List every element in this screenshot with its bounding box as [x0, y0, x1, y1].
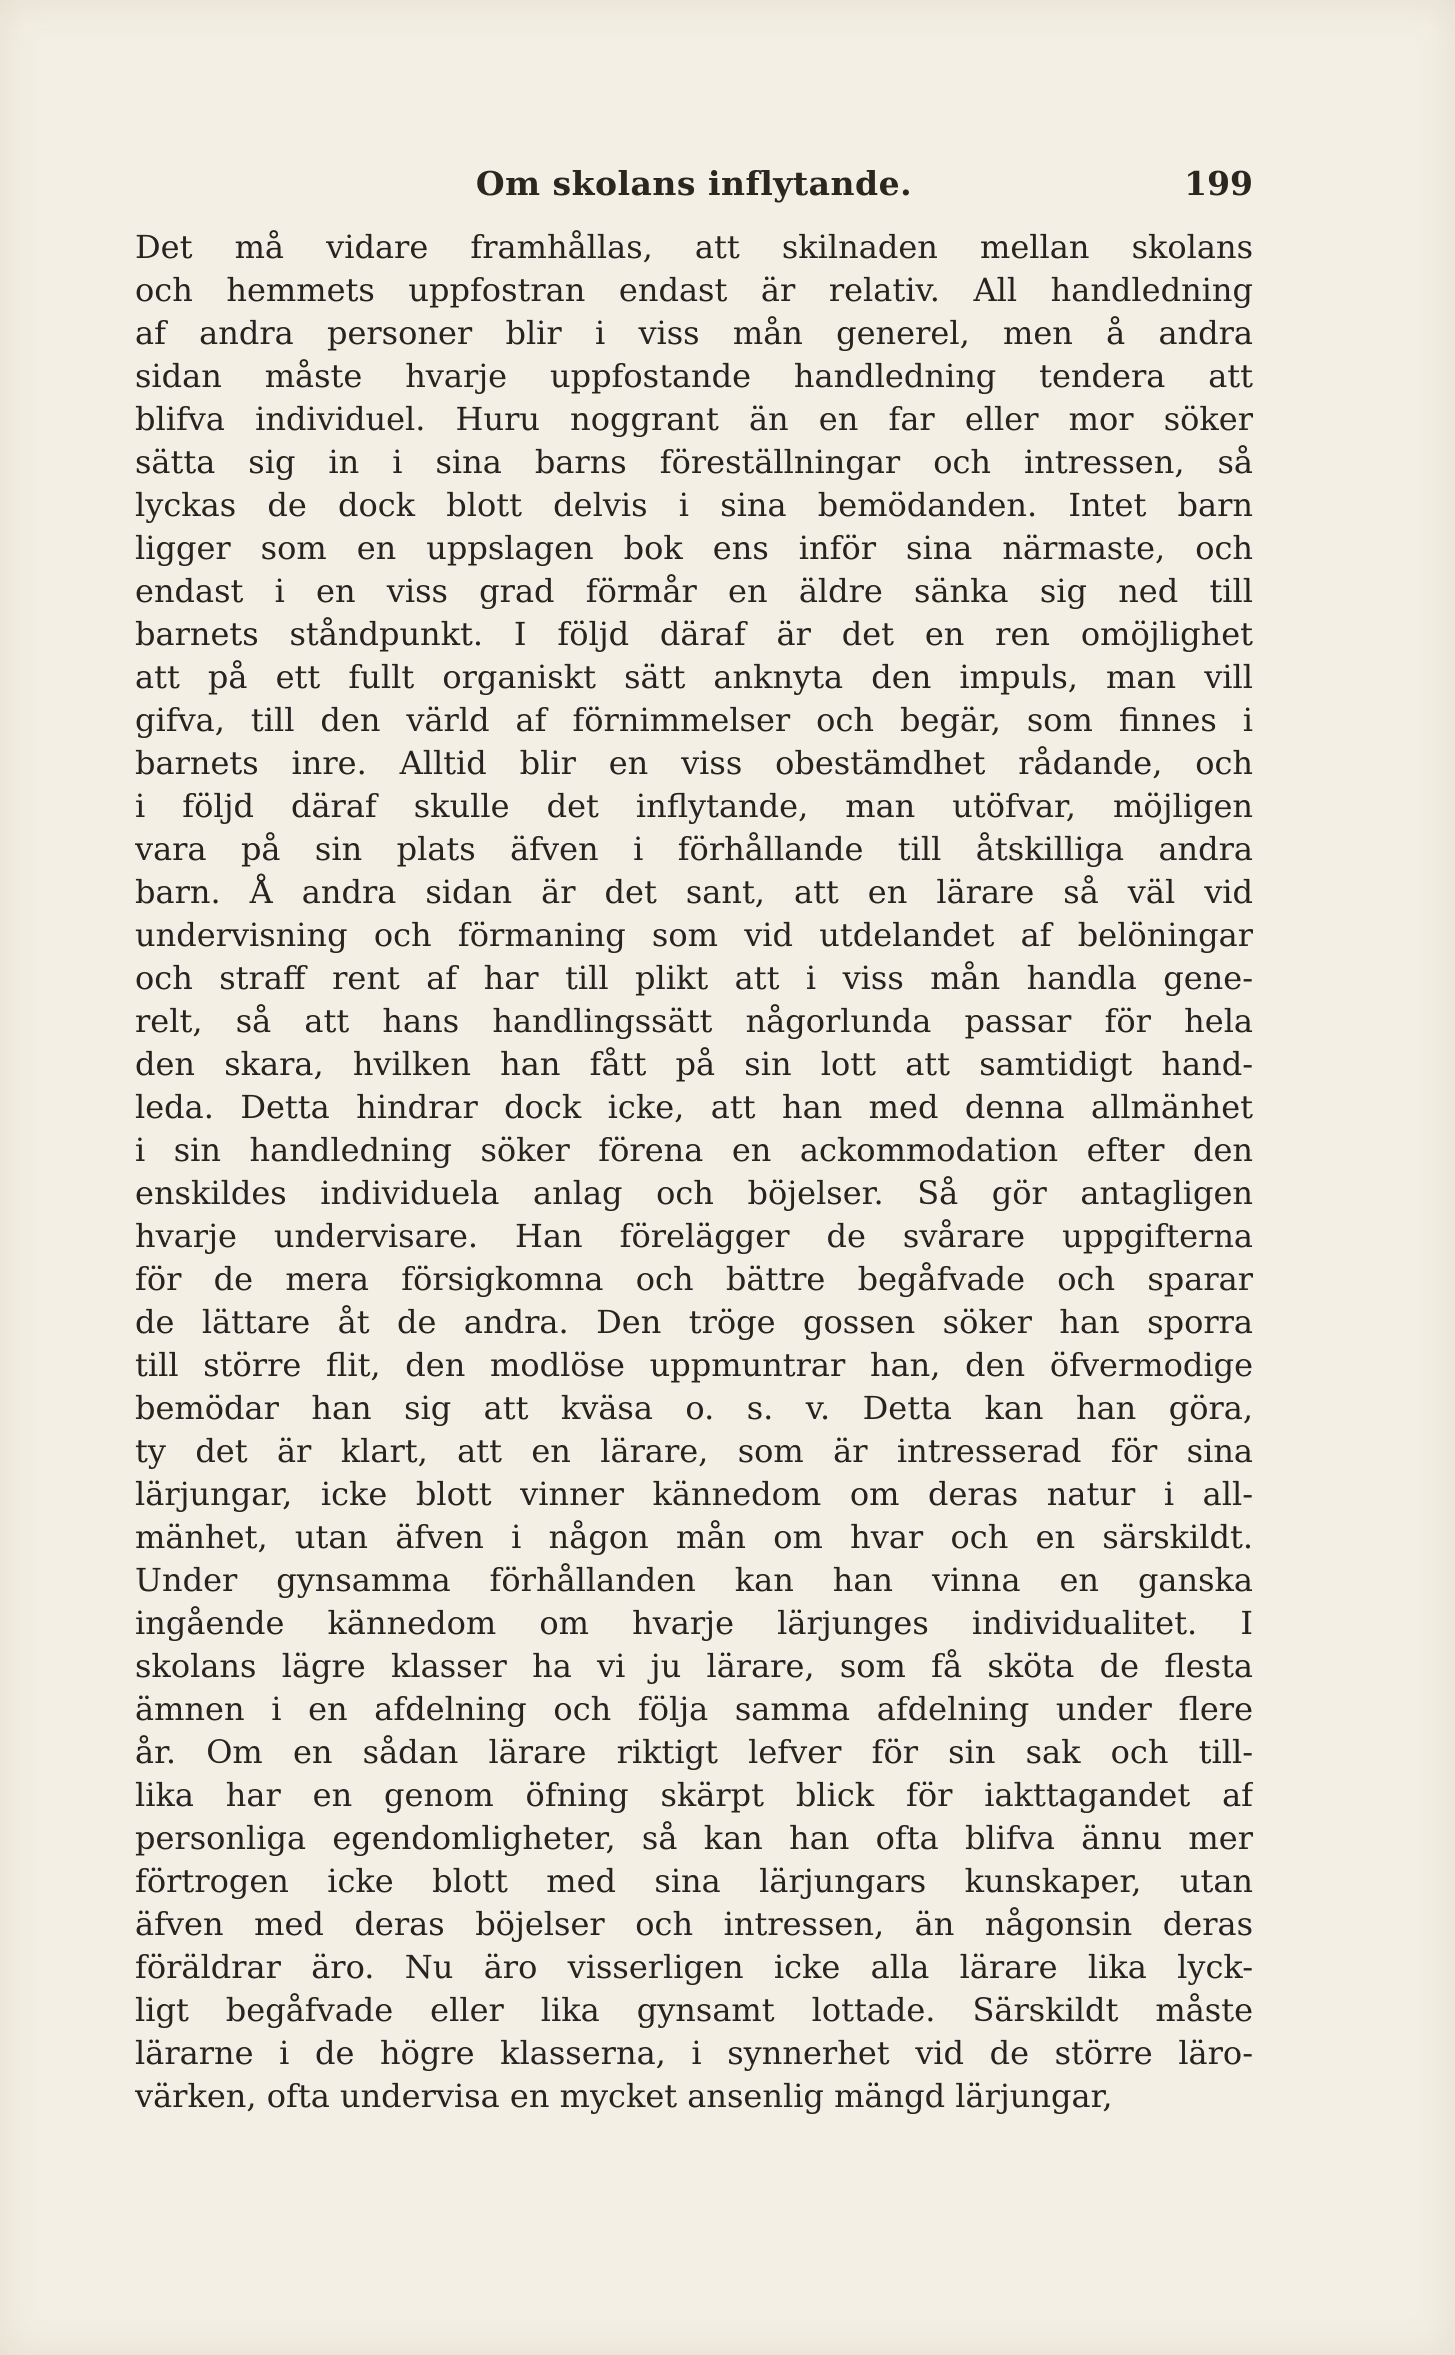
text-line: skolans lägre klasser ha vi ju lärare, som få sköta de flesta [135, 1647, 1253, 1685]
text-line: barnets inre. Alltid blir en viss obestämdhet rådande, och [135, 744, 1253, 782]
text-line: de lättare åt de andra. Den tröge gossen söker han sporra [135, 1303, 1253, 1341]
text-line: ligt begåfvade eller lika gynsamt lottade. Särskildt måste [135, 1991, 1253, 2029]
text-line: lärjungar, icke blott vinner kännedom om deras natur i all- [135, 1475, 1253, 1513]
page-number: 199 [1184, 164, 1253, 203]
text-line: enskildes individuela anlag och böjelser. Så gör antagligen [135, 1174, 1253, 1212]
text-line: för de mera försigkomna och bättre begåfvade och sparar [135, 1260, 1253, 1298]
text-line: och hemmets uppfostran endast är relativ. All handledning [135, 271, 1253, 309]
text-line: i sin handledning söker förena en ackommodation efter den [135, 1131, 1253, 1169]
text-line: ty det är klart, att en lärare, som är intresserad för sina [135, 1432, 1253, 1470]
text-line: bemödar han sig att kväsa o. s. v. Detta kan han göra, [135, 1389, 1253, 1427]
text-line: leda. Detta hindrar dock icke, att han med denna allmänhet [135, 1088, 1253, 1126]
text-line: lika har en genom öfning skärpt blick för iakttagandet af [135, 1776, 1253, 1814]
text-line: Under gynsamma förhållanden kan han vinna en ganska [135, 1561, 1253, 1599]
text-line: relt, så att hans handlingssätt någorlunda passar för hela [135, 1002, 1253, 1040]
text-line: ligger som en uppslagen bok ens inför sina närmaste, och [135, 529, 1253, 567]
text-line: barn. Å andra sidan är det sant, att en lärare så väl vid [135, 873, 1253, 911]
text-line: barnets ståndpunkt. I följd däraf är det en ren omöjlighet [135, 615, 1253, 653]
text-line: ingående kännedom om hvarje lärjunges individualitet. I [135, 1604, 1253, 1642]
text-line: endast i en viss grad förmår en äldre sänka sig ned till [135, 572, 1253, 610]
text-line: ämnen i en afdelning och följa samma afdelning under flere [135, 1690, 1253, 1728]
text-line: till större flit, den modlöse uppmuntrar han, den öfvermodige [135, 1346, 1253, 1384]
text-line: af andra personer blir i viss mån generel, men å andra [135, 314, 1253, 352]
text-line: och straff rent af har till plikt att i viss mån handla gene- [135, 959, 1253, 997]
text-line: gifva, till den värld af förnimmelser och begär, som finnes i [135, 701, 1253, 739]
text-line: blifva individuel. Huru noggrant än en far eller mor söker [135, 400, 1253, 438]
text-line: att på ett fullt organiskt sätt anknyta den impuls, man vill [135, 658, 1253, 696]
body-text [135, 226, 1253, 2118]
text-line: undervisning och förmaning som vid utdelandet af belöningar [135, 916, 1253, 954]
text-line: vara på sin plats äfven i förhållande till åtskilliga andra [135, 830, 1253, 868]
text-line: lärarne i de högre klasserna, i synnerhet vid de större läro- [135, 2034, 1253, 2072]
text-line: den skara, hvilken han fått på sin lott att samtidigt hand- [135, 1045, 1253, 1083]
text-line: mänhet, utan äfven i någon mån om hvar och en särskildt. [135, 1518, 1253, 1556]
running-title: Om skolans inflytande. [475, 164, 913, 203]
text-line: lyckas de dock blott delvis i sina bemödanden. Intet barn [135, 486, 1253, 524]
text-line: förtrogen icke blott med sina lärjungars kunskaper, utan [135, 1862, 1253, 1900]
text-line: år. Om en sådan lärare riktigt lefver för sin sak och till- [135, 1733, 1253, 1771]
text-line: värken, ofta undervisa en mycket ansenlig mängd lärjungar, [135, 2077, 1113, 2115]
text-line: äfven med deras böjelser och intressen, än någonsin deras [135, 1905, 1253, 1943]
text-line: i följd däraf skulle det inflytande, man utöfvar, möjligen [135, 787, 1253, 825]
text-line: Det må vidare framhållas, att skilnaden mellan skolans [135, 228, 1253, 266]
text-line: sidan måste hvarje uppfostande handledning tendera att [135, 357, 1253, 395]
text-line: personliga egendomligheter, så kan han ofta blifva ännu mer [135, 1819, 1253, 1857]
text-line: föräldrar äro. Nu äro visserligen icke alla lärare lika lyck- [135, 1948, 1253, 1986]
text-line: sätta sig in i sina barns föreställningar och intressen, så [135, 443, 1253, 481]
page-header [135, 160, 1253, 220]
text-line: hvarje undervisare. Han förelägger de svårare uppgifterna [135, 1217, 1253, 1255]
